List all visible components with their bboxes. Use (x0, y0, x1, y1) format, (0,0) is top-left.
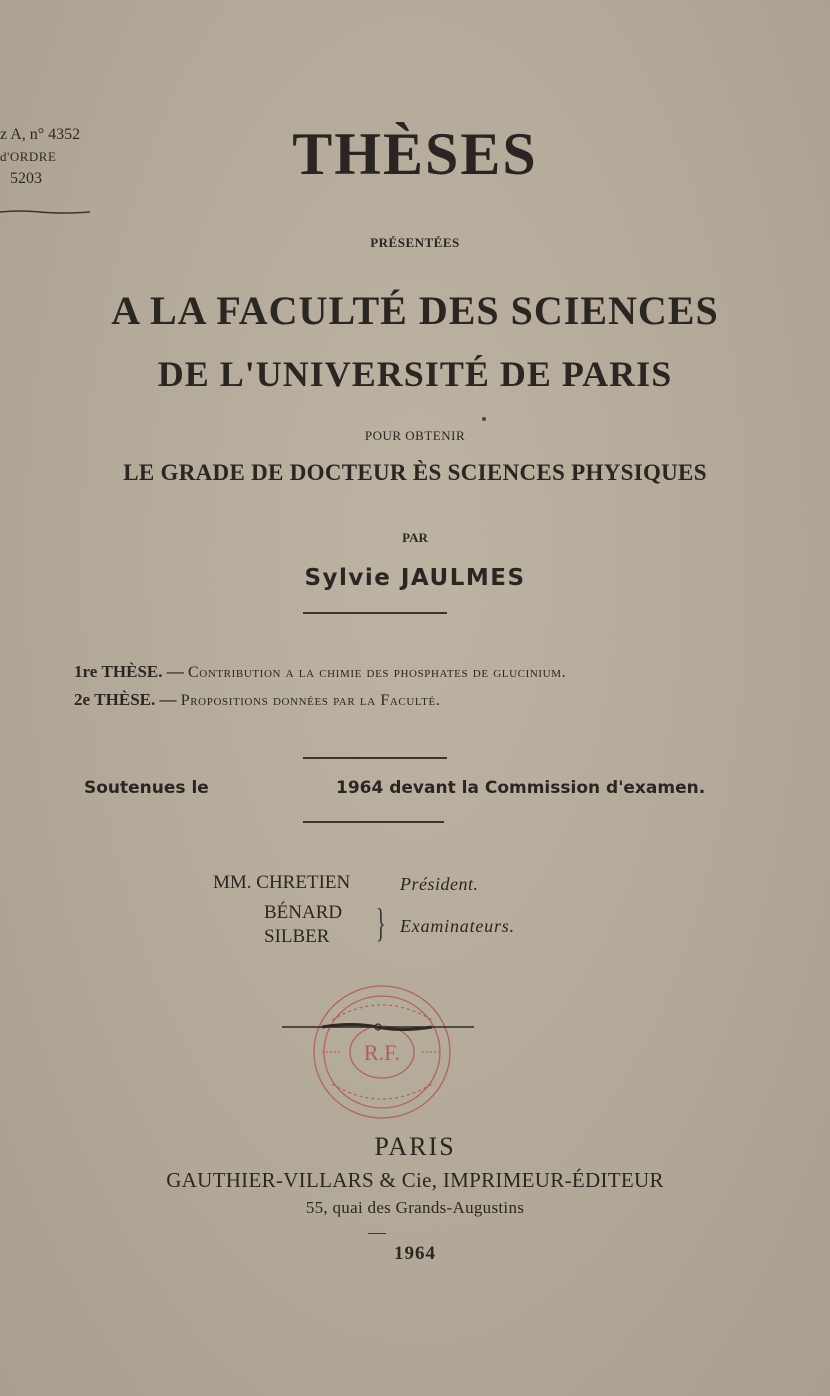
defense-date-text: 1964 devant la Commission d'examen. (336, 778, 706, 798)
shelfmark-swash-rule (0, 209, 95, 215)
imprint-address: 55, quai des Grands-Augustins (305, 1198, 525, 1217)
jury-member: BÉNARD (264, 902, 343, 923)
divider-rule (303, 612, 447, 614)
imprint-publisher: GAUTHIER-VILLARS & Cie, IMPRIMEUR-ÉDITEUR (166, 1168, 664, 1192)
these-label: THÈSE. — (101, 662, 184, 681)
shelfmark-line-3: 5203 (10, 170, 42, 187)
faculty-line-2: DE L'UNIVERSITÉ DE PARIS (157, 354, 673, 394)
divider-rule (303, 821, 444, 823)
divider-rule (303, 757, 447, 759)
pour-obtenir-label: POUR OBTENIR (364, 428, 466, 443)
jury-examiners-role: Examinateurs. (400, 916, 515, 936)
ink-speck (482, 417, 486, 421)
these-line-1 (74, 662, 566, 682)
jury-president-name: MM. CHRETIEN (213, 872, 351, 893)
soutenues-label: Soutenues le (84, 778, 209, 798)
these-label: THÈSE. — (94, 690, 177, 709)
imprint-city: PARIS (374, 1132, 456, 1161)
these-number: 1re (74, 662, 98, 681)
presentees-label: PRÉSENTÉES (370, 235, 460, 250)
library-stamp (282, 980, 482, 1125)
these-number: 2e (74, 690, 91, 709)
these-title: Propositions données par la Faculté. (180, 692, 441, 709)
jury-president-role: Président. (400, 874, 479, 894)
imprint-year: 1964 (394, 1243, 436, 1264)
brace-icon: } (376, 900, 386, 945)
these-line-2 (74, 690, 440, 710)
stamp-center-text: R.F. (363, 1040, 401, 1065)
faculty-line-1: A LA FACULTÉ DES SCIENCES (111, 288, 719, 333)
par-label: PAR (402, 530, 428, 545)
degree-title: LE GRADE DE DOCTEUR ÈS SCIENCES PHYSIQUES (123, 460, 707, 485)
jury-member: SILBER (264, 926, 330, 947)
shelfmark-line-1: z A, n° 4352 (0, 126, 81, 143)
page-title: THÈSES (292, 121, 538, 187)
shelfmark-line-2: d'ORDRE (0, 149, 57, 164)
divider-rule (368, 1233, 386, 1234)
these-title: Contribution a la chimie des phosphates de glucinium. (188, 664, 567, 681)
author-name: Sylvie JAULMES (304, 565, 526, 591)
